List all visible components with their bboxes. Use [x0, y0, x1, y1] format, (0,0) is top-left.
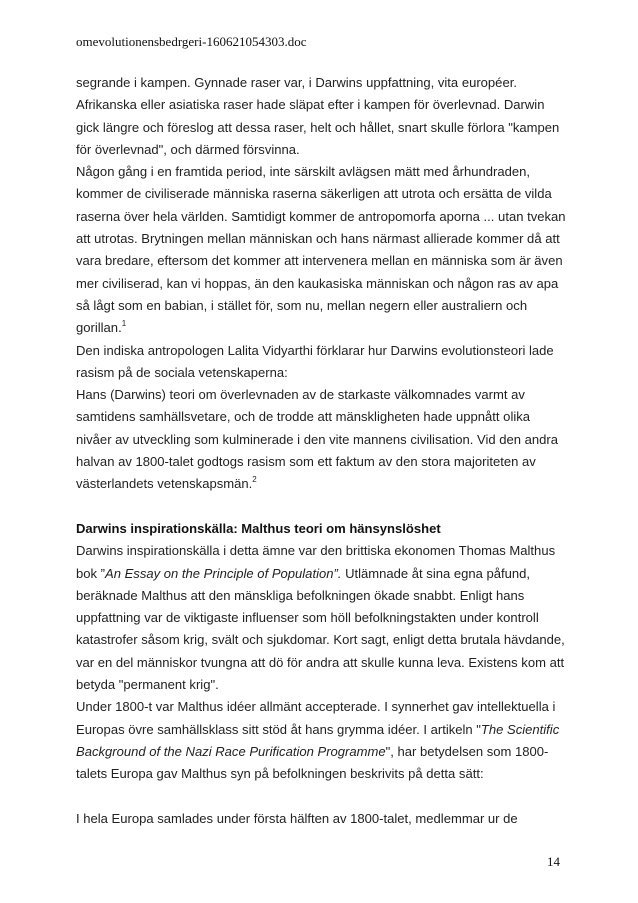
text-line: Den indiska antropologen Lalita Vidyarthi förklarar hur Darwins evolutionsteori lade	[76, 342, 554, 358]
text-line: Afrikanska eller asiatiska raser hade släpat efter i kampen för överlevnad. Darwin	[76, 97, 545, 113]
paragraph-gap	[76, 786, 576, 808]
document-filename: omevolutionensbedrgeri-160621054303.doc	[76, 34, 307, 49]
quote-line: Hans (Darwins) teori om överlevnaden av de starkaste välkomnades varmt av	[76, 387, 525, 403]
text-segment: Europas övre samhällsklass sitt stöd åt hans grymma idéer. I artikeln "	[76, 721, 481, 737]
text-line	[76, 741, 576, 763]
text-line: katastrofer såsom krig, svält och sjukdomar. Kort sagt, enligt detta brutala hävdande,	[76, 632, 565, 648]
footnote-marker[interactable]: 2	[252, 475, 257, 485]
article-title: The Scientific	[480, 721, 560, 737]
text-line: uppfattning var de viktigaste influenser som höll befolkningstakten under kontroll	[76, 610, 539, 626]
text-line: Darwins inspirationskälla i detta ämne var den brittiska ekonomen Thomas Malthus	[76, 543, 556, 559]
text-line: rasism på de sociala vetenskaperna:	[76, 364, 288, 380]
quote-line	[76, 473, 576, 495]
text-segment: bok ”	[76, 565, 106, 581]
text-line: gick längre och föreslog att dessa raser, helt och hållet, snart skulle förlora "kampen	[76, 119, 560, 135]
text-line: beräknade Malthus att den mänskliga befolkningen ökade snabbt. Enligt hans	[76, 587, 525, 603]
text-line: I hela Europa samlades under första hälften av 1800-talet, medlemmar ur de	[76, 810, 518, 826]
quote-line: kommer de civiliserade människa raserna säkerligen att utrota och ersätta de vilda	[76, 186, 552, 202]
quote-line: vara bredare, eftersom det kommer att intervenera mellan en människa som är även	[76, 253, 563, 269]
article-title: Background of the Nazi Race Purification Programme	[76, 743, 386, 759]
quote-line: nivåer av utveckling som kulminerade i den vite mannens civilisation. Vid den andra	[76, 431, 559, 447]
section-heading: Darwins inspirationskälla: Malthus teori om hänsynslöshet	[76, 520, 441, 536]
document-body	[76, 72, 576, 830]
text-line	[76, 563, 576, 585]
quote-line: raserna över hela världen. Samtidigt kommer de antropomorfa aporna ... utan tvekan	[76, 208, 566, 224]
text-line	[76, 719, 576, 741]
quote-line: samtidens samhällsvetare, och de trodde att mänskligheten hade uppnått olika	[76, 409, 531, 425]
page-number: 14	[547, 854, 560, 869]
quote-line: att utrotas. Brytningen mellan människan och hans närmast allierade kommer då att	[76, 231, 560, 247]
quote-line: mer civiliserad, kan vi hoppas, än den kaukasiska människan och någon ras av apa	[76, 275, 559, 291]
text-line: betyda "permanent krig".	[76, 677, 219, 693]
quote-line: Någon gång i en framtida period, inte särskilt avlägsen mätt med århundraden,	[76, 164, 531, 180]
text-segment: Utlämnade åt sina egna påfund,	[341, 565, 531, 581]
quote-end-text: västerlandets vetenskapsmän.	[76, 476, 253, 492]
text-line: för överlevnad", och därmed försvinna.	[76, 141, 300, 157]
text-line: var en del människor tvungna att dö för andra att skulle kunna leva. Existens kom att	[76, 654, 565, 670]
text-segment: ", har betydelsen som 1800-	[385, 743, 549, 759]
text-line: segrande i kampen. Gynnade raser var, i Darwins uppfattning, vita européer.	[76, 75, 517, 90]
quote-line: halvan av 1800-talet godtogs rasism som ett faktum av den stora majoriteten av	[76, 454, 536, 470]
quote-line: så lågt som en babian, i stället för, som nu, mellan negern eller australiern och	[76, 297, 528, 313]
footnote-marker[interactable]: 1	[121, 319, 127, 329]
paragraph-gap	[76, 496, 576, 518]
text-line: talets Europa gav Malthus syn på befolkningen beskrivits på detta sätt:	[76, 766, 484, 782]
text-line: Under 1800-t var Malthus idéer allmänt accepterade. I synnerhet gav intellektuella i	[76, 699, 556, 715]
quote-end-text: gorillan.	[76, 320, 122, 336]
quote-line	[76, 317, 576, 339]
book-title: An Essay on the Principle of Population”.	[105, 565, 342, 581]
